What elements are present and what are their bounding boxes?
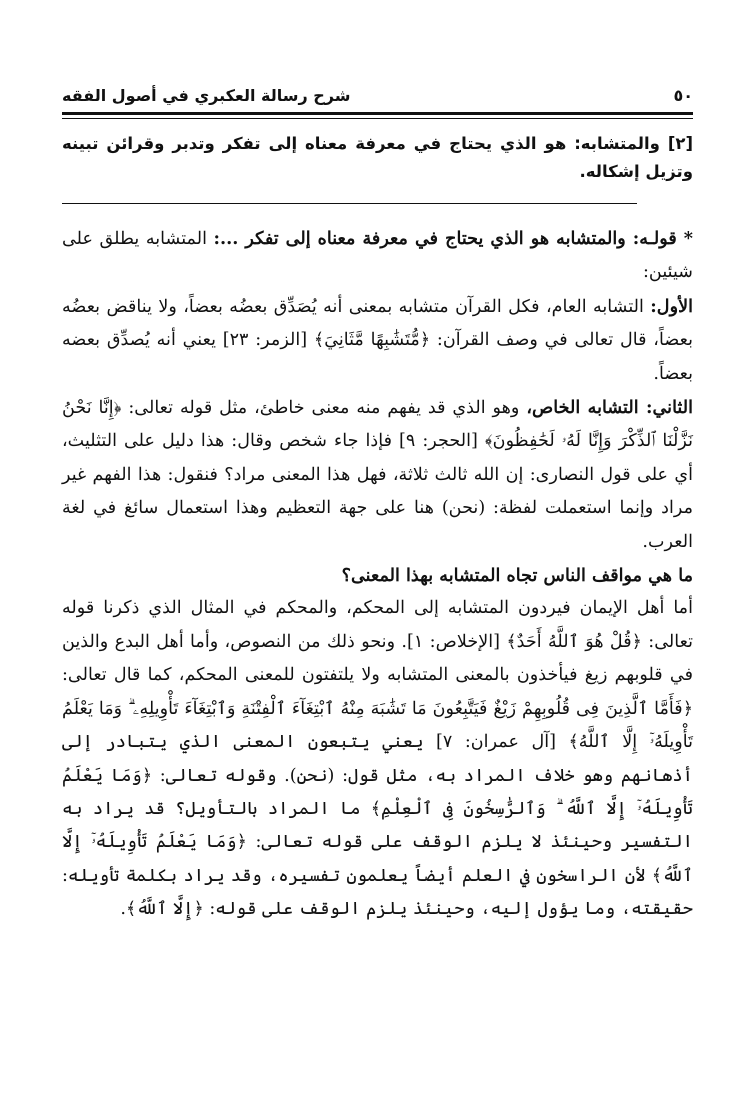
commentary-body — [62, 222, 693, 927]
quote-lead: * قولـه: والمتشابه هو الذي يحتاج في معرفة معناه إلى تفكر ...: — [213, 228, 693, 249]
paragraph-text: المتشابه يطلق على شيئين: — [62, 229, 693, 283]
running-header — [62, 86, 693, 108]
footnote-definition: [٢] والمتشابه: هو الذي يحتاج في معرفة معناه إلى تفكر وتدبر وقرائن تبينه وتزيل إشكاله. — [62, 134, 693, 181]
question-heading: ما هي مواقف الناس تجاه المتشابه بهذا المعنى؟ — [341, 565, 693, 587]
paragraph-positions: أما أهل الإيمان فيردون المتشابه إلى المحكم، والمحكم في المثال الذي ذكرنا قوله تعالى: ﴿قُلْ هُوَ ٱللَّهُ أَحَدٌ﴾ [الإخلاص: ١]. ونحو ذلك من النصوص، وأما أهل البدع والذين في قلوبهم زيغ فيأخذون بالمعنى المتشابه ولا يلتفتون للمعنى المحكم، كما قال تعالى: ﴿فَأَمَّا ٱلَّذِينَ فِى قُلُوبِهِمْ زَيْغٌ فَيَتَّبِعُونَ مَا تَشَٰبَهَ مِنْهُ ٱبْتِغَآءَ ٱلْفِتْنَةِ وَٱبْتِغَآءَ تَأْوِيلِهِۦ ۗ وَمَا يَعْلَمُ تَأْوِيلَهُۥٓ إِلَّا ٱللَّهُ﴾ [آل عمران: ٧] يعني يتبعون المعنى الذي يتبادر إلى أذهانهم وهو خلاف المراد به، مثل قول: (نحن). وقوله تعالى: ﴿وَمَا يَعْلَمُ تَأْوِيلَهُۥٓ إِلَّا ٱللَّهُ ۗ وَٱلرَّٰسِخُونَ فِى ٱلْعِلْمِ﴾ ما المراد بالتأويل؟ قد يراد به التفسير وحينئذ لا يلزم الوقف على قوله تعالى: ﴿وَمَا يَعْلَمُ تَأْوِيلَهُۥٓ إِلَّا ٱللَّهُ﴾ لأن الراسخون في العلم أيضاً يعلمون تفسيره، وقد يراد بكلمة تأويله: حقيقته، وما يؤول إليه، وحينئذ يلزم الوقف على قوله: ﴿إِلَّا ٱللَّهُ﴾. — [62, 598, 693, 920]
second-label: الثاني: التشابه الخاص، — [526, 397, 693, 419]
header-rule-thin — [62, 118, 693, 119]
section-divider — [62, 203, 637, 204]
paragraph-first-meaning — [62, 290, 693, 391]
paragraph-intro — [62, 222, 693, 290]
first-label: الأول: — [650, 295, 693, 317]
header-rule-thick — [62, 112, 693, 115]
paragraph-second-meaning — [62, 391, 693, 559]
paragraph-text: وهو الذي قد يفهم منه معنى خاطئ، مثل قوله تعالى: ﴿إِنَّا نَحْنُ نَزَّلْنَا ٱلذِّكْرَ وَإِنَّا لَهُۥ لَحَٰفِظُونَ﴾ [الحجر: ٩] فإذا جاء شخص وقال: هذا دليل على التثليث، أي على قول النصارى: إن الله ثالث ثلاثة، فهل هذا المعنى مراد؟ فنقول: هذا الفهم غير مراد وإنما استعملت لفظة: (نحن) هنا على جهة التعظيم وهذا استعمال سائغ في لغة العرب. — [62, 398, 693, 552]
book-title: شرح رسالة العكبري في أصول الفقه — [62, 86, 351, 105]
page-number: ٥٠ — [673, 86, 693, 105]
paragraph-text: التشابه العام، فكل القرآن متشابه بمعنى أنه يُصَدِّق بعضُه بعضاً، ولا يناقض بعضُه بعضاً، قال تعالى في وصف القرآن: ﴿مُّتَشَٰبِهًا مَّثَانِيَ﴾ [الزمر: ٢٣] يعني أنه يُصدِّق بعضه بعضاً. — [62, 296, 693, 384]
